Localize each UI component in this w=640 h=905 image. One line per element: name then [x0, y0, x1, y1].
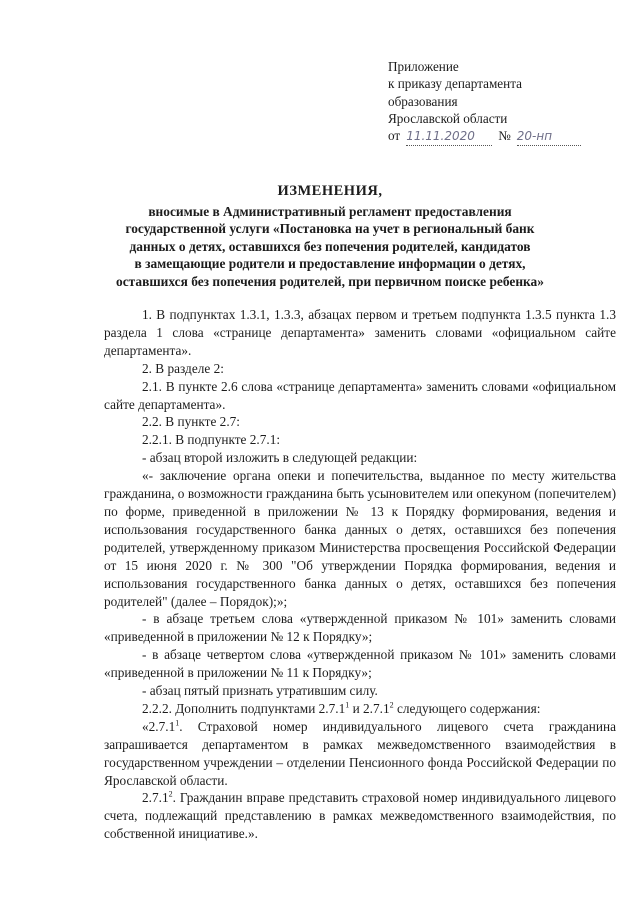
paragraph: «- заключение органа опеки и попечительства, выданное по месту жительства гражданина, о возможности гражданина быть усыновителем или опекуном (попечителем) по форме, приведенной в приложении № 13 к Порядку формирования, ведения и использования государственного банка данных о детях, оставшихся без попечения родителей, утвержденному приказом Министерства просвещения Российской Федерации от 15 июня 2020 г. № 300 "Об утверждении Порядка формирования, ведения и использования государственного банка данных о детях, оставшихся без попечения родителей" (далее – Порядок);»; — [104, 468, 616, 609]
appendix-header — [388, 58, 628, 146]
superscript: 1 — [175, 718, 180, 728]
paragraph: 2.2. В пункте 2.7: — [142, 414, 240, 430]
paragraph — [104, 789, 616, 843]
superscript: 2 — [389, 700, 394, 710]
title-line: в замещающие родители и предоставление информации о детях, — [134, 256, 526, 272]
title-line: оставшихся без попечения родителей, при первичном поиске ребенка» — [116, 273, 544, 289]
handwritten-date: 11.11.2020 — [406, 128, 492, 146]
text: 2.7.1 — [142, 790, 169, 806]
appendix-line: Ярославской области — [388, 110, 508, 126]
text: «2.7.1 — [142, 718, 176, 734]
text: . Страховой номер индивидуального лицевого счета гражданина запрашивается департаментом в рамках межведомственного взаимодействия в государственном учреждении – отделении Пенсионного фонда Российской Федерации по Ярославской области. — [104, 718, 616, 788]
text: следующего содержания: — [393, 700, 541, 716]
paragraph — [104, 700, 616, 718]
superscript: 1 — [345, 700, 350, 710]
from-label: от — [388, 128, 401, 144]
appendix-line: Приложение — [388, 59, 459, 74]
superscript: 2 — [168, 790, 173, 800]
title-line: данных о детях, оставшихся без попечения родителей, кандидатов — [129, 238, 531, 254]
appendix-line: образования — [388, 93, 458, 109]
handwritten-number: 20-нп — [517, 128, 581, 146]
paragraph: - в абзаце третьем слова «утвержденной приказом № 101» заменить словами «приведенной в приложении № 12 к Порядку»; — [104, 611, 616, 645]
title-line: вносимые в Административный регламент предоставления — [148, 203, 512, 219]
document-title — [60, 183, 600, 291]
paragraph: 2.1. В пункте 2.6 слова «странице департамента» заменить словами «официальном сайте департамента». — [104, 378, 616, 412]
paragraph: 2. В разделе 2: — [142, 360, 224, 376]
title-line: государственной услуги «Постановка на учет в региональный банк — [125, 221, 535, 237]
paragraph: - в абзаце четвертом слова «утвержденной приказом № 101» заменить словами «приведенной в приложении № 11 к Порядку»; — [104, 647, 616, 681]
number-label: № — [498, 128, 511, 144]
title-heading: ИЗМЕНЕНИЯ, — [277, 183, 383, 199]
text: . Гражданин вправе представить страховой номер индивидуального лицевого счета, подлежащий представлению в рамках межведомственного взаимодействия, по собственной инициативе.». — [104, 790, 616, 842]
appendix-line: к приказу департамента — [388, 76, 522, 92]
document-body — [104, 306, 616, 843]
text: и 2.7.1 — [349, 700, 390, 716]
paragraph: 1. В подпунктах 1.3.1, 1.3.3, абзацах первом и третьем подпункта 1.3.5 пункта 1.3 раздела 1 слова «странице департамента» заменить словами «официальном сайте департамента». — [104, 307, 616, 358]
order-date-number-row — [388, 127, 628, 146]
text: 2.2.2. Дополнить подпунктами 2.7.1 — [142, 700, 346, 716]
paragraph: - абзац пятый признать утратившим силу. — [142, 683, 378, 699]
paragraph — [104, 718, 616, 790]
paragraph: - абзац второй изложить в следующей редакции: — [142, 450, 418, 466]
paragraph: 2.2.1. В подпункте 2.7.1: — [142, 432, 281, 448]
